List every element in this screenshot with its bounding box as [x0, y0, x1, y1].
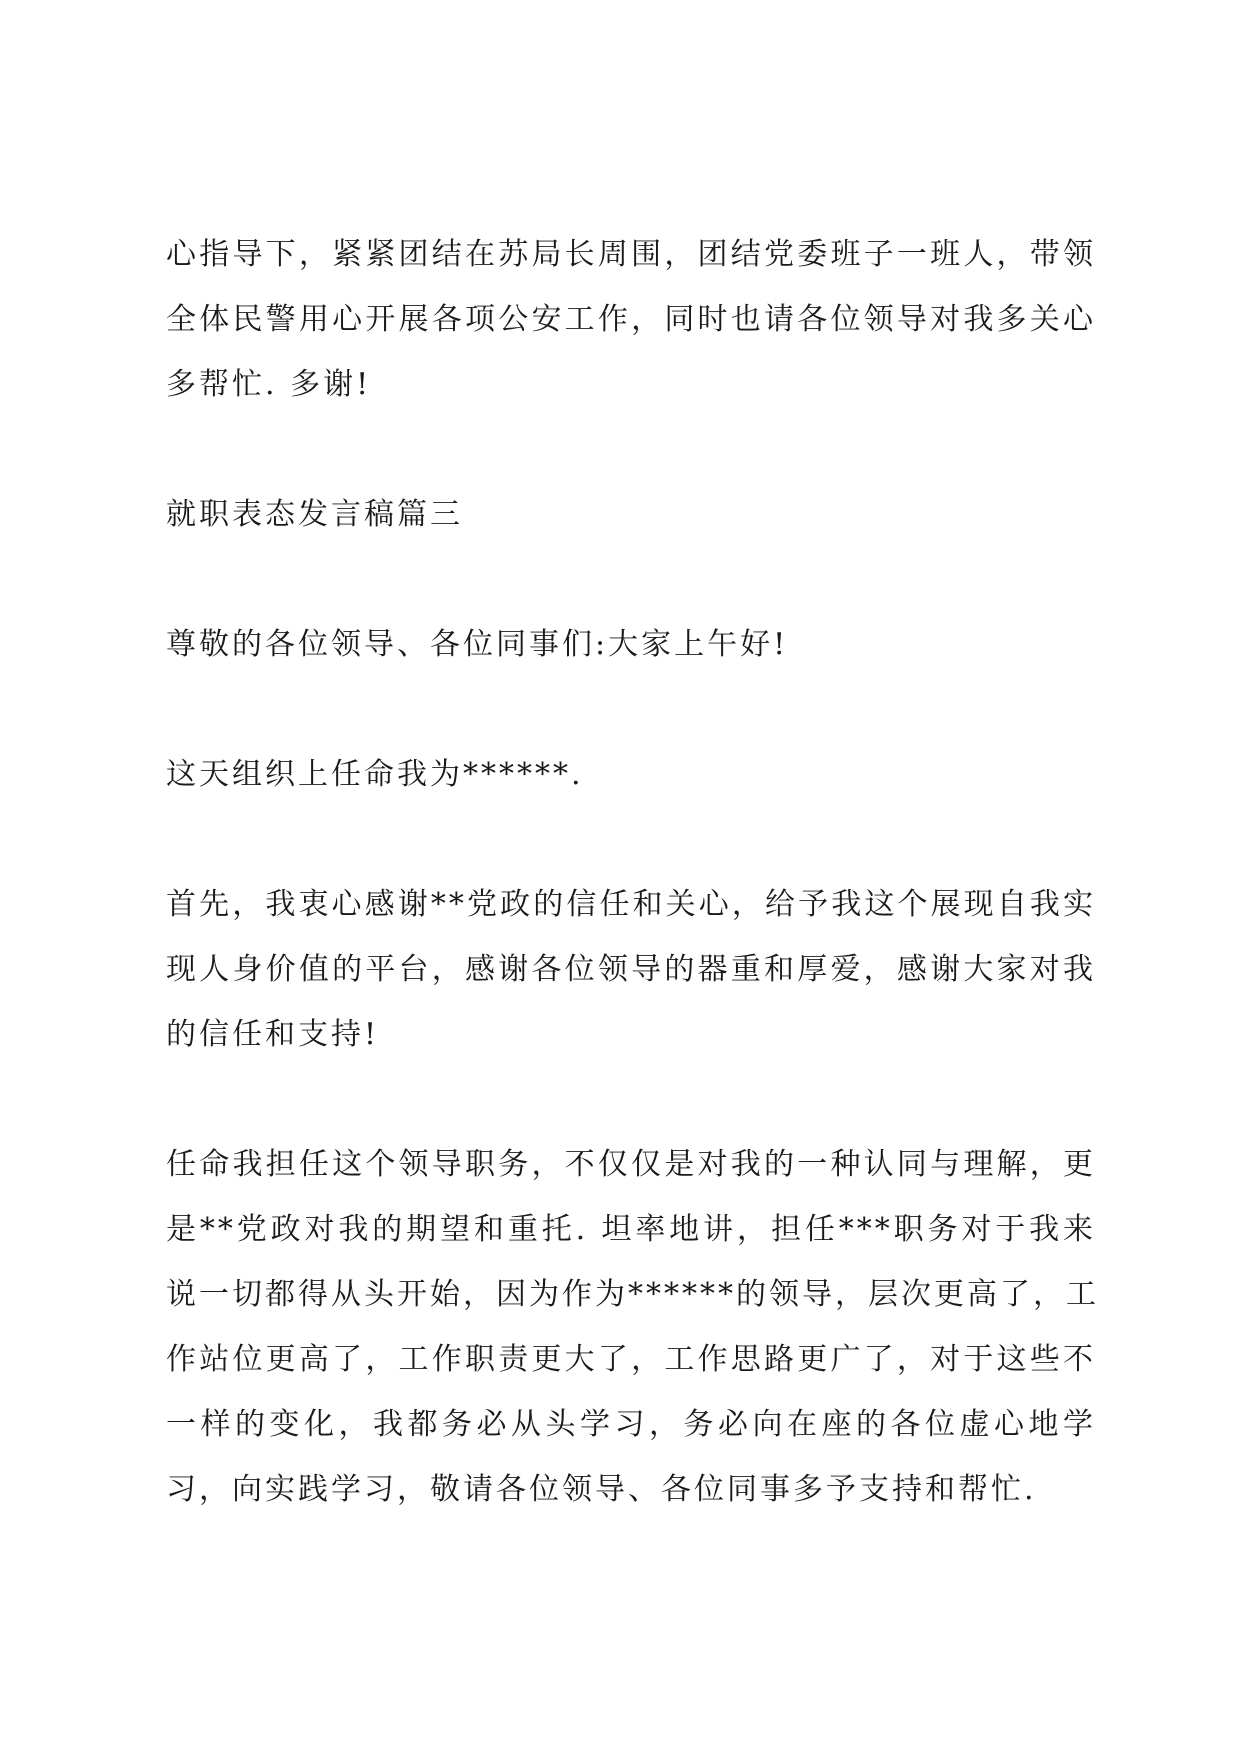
paragraph-greeting	[166, 612, 1096, 677]
text-line: 这天组织上任命我为******.	[166, 757, 584, 792]
text-line: 一样的变化，我都务必从头学习，务必向在座的各位虚心地学	[166, 1407, 1096, 1442]
text-line: 多帮忙. 多谢!	[166, 367, 372, 402]
text-line: 说一切都得从头开始，因为作为******的领导，层次更高了，工	[166, 1277, 1099, 1312]
text-line: 现人身价值的平台，感谢各位领导的器重和厚爱，感谢大家对我	[166, 952, 1096, 987]
paragraph-thanks	[166, 872, 1096, 1067]
text-line: 的信任和支持!	[166, 1017, 380, 1052]
text-line: 心指导下，紧紧团结在苏局长周围，团结党委班子一班人，带领	[166, 237, 1096, 272]
paragraph-closing-remarks	[166, 222, 1096, 417]
paragraph-responsibility	[166, 1132, 1099, 1522]
paragraph-appointment	[166, 742, 1096, 807]
text-line: 作站位更高了，工作职责更大了，工作思路更广了，对于这些不	[166, 1342, 1096, 1377]
text-line: 全体民警用心开展各项公安工作，同时也请各位领导对我多关心	[166, 302, 1096, 337]
text-line: 尊敬的各位领导、各位同事们:大家上午好!	[166, 627, 789, 662]
document-body	[166, 222, 1099, 1587]
text-line: 任命我担任这个领导职务，不仅仅是对我的一种认同与理解，更	[166, 1147, 1096, 1182]
text-line: 习，向实践学习，敬请各位领导、各位同事多予支持和帮忙.	[166, 1472, 1037, 1507]
text-line: 是**党政对我的期望和重托. 坦率地讲，担任***职务对于我来	[166, 1212, 1096, 1247]
text-line: 首先，我衷心感谢**党政的信任和关心，给予我这个展现自我实	[166, 887, 1096, 922]
heading-text: 就职表态发言稿篇三	[166, 497, 463, 532]
section-heading	[166, 482, 1096, 547]
